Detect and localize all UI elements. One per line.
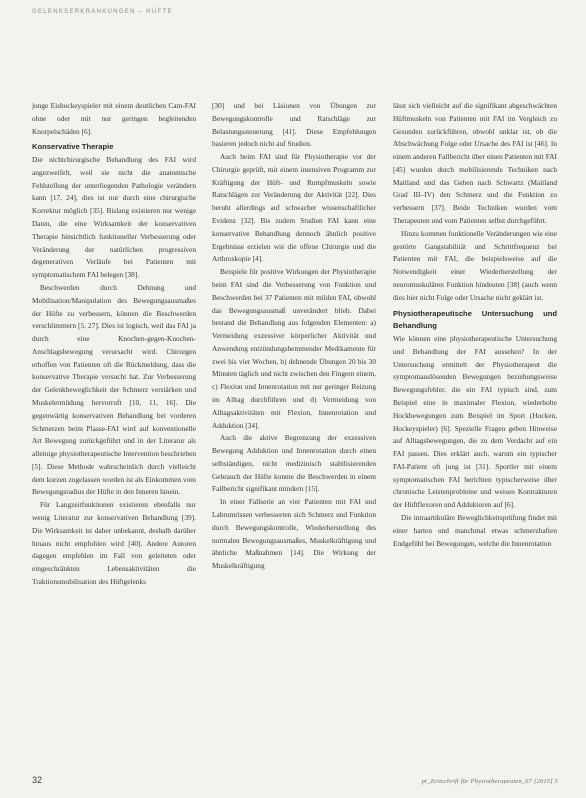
body-paragraph: Auch beim FAI sind für Physiotherapie vor der Chirurgie geprüft, mit einem intensiven Programm zur Kräftigung der Hüft- und Rumpfmuskeln sowie Ratschlägen zur Veränderung der Aktivität [22]. Dies beruht allerdings auf schwacher wissenschaftlicher Evidenz [32]. Bis zudem Studien FAI kann eine konservative Behandlung dennoch ähnlich positive Ergebnisse erzielen wie die offene Chirurgie und die Arthroskopie [4]. bbox=[212, 152, 376, 264]
body-paragraph: Hinzu kommen funktionelle Veränderungen wie eine gestörte Gangstabilität und Schrittfrequenz bei Patienten mit FAI, die beispielsweise auf die Notwendigkeit einer Wiederherstellung der neuromuskulären Funktion hindeuten [38] (auch wenn dies hier nicht Folge oder Ursache nicht geklärt ist. bbox=[393, 228, 557, 302]
body-paragraph: Wie können eine physiotherapeutische Untersuchung und Behandlung der FAI aussehen? In der Untersuchung ermittelt der Physiotherapeut die symptomauslösenden Bewegungen beziehungsweise Bewegungsfehler, die ein FAI typisch sind, zum Beispiel eine in maximaler Flexion, wiederholte Hockbewegungen zum Beispiel im Sport (Hocken, Hockeyspieler) [6]. Spezielle Fragen geben Hinweise auf Alltagsbewegungen, die zu dem Verdacht auf ein FAI passen. Dies erklärt auch, warum ein typischer FAI-Patient oft jung ist [31]. Sportler mit einem symptomatischen FAI berichten typischerweise über chronische Leistenprobleme und weisen Kontrakturen der Hüftflexoren und Adduktoren auf [6]. bbox=[393, 334, 557, 510]
section-heading: Konservative Therapie bbox=[32, 142, 114, 152]
body-paragraph: Für Langzeitfunktionen existieren ebenfalls nur wenig Literatur zur konservativen Behandlung [39]. Die Wirksamkeit ist daher unbekannt, deshalb darüber hinaus nicht empfohlen wird [40]. Andere Autoren dagegen empfehlen im Fall von geleiteten oder eingeschränkten Lebensaktivitäten die Traktionsmobilisation des Hüftgelenks bbox=[32, 500, 196, 586]
text-column-1 bbox=[32, 100, 196, 589]
text-column-3 bbox=[393, 100, 557, 550]
body-paragraph: Auch die aktive Begrenzung der exzessiven Bewegung Adduktion und Innenrotation durch einen selbständigen, nicht medizinisch stabilisierenden Gebrauch der Hüfte konnte die Beschwerden in einem Fallbericht signifikant mindern [15]. bbox=[212, 433, 376, 494]
body-paragraph: Die intraartikuläre Beweglichkeitsprüfung findet mit einer harten und manchmal etwas schmerzhaften Endgefühl bei Bewegungen, welche die Innenrotation bbox=[393, 513, 557, 548]
body-paragraph: Beispiele für positive Wirkungen der Physiotherapie beim FAI sind die Verbesserung von Funktion und Beschwerden bei 37 Patienten mit milden FAI, obwohl das Bewegungsausmaß unverändert blieb. Dabei bestand die Behandlung aus folgenden Elementen: a) Vermeidung exzessiver körperlicher Aktivität und Anwendung entzündungshemmender Medikamente für zwei bis vier Wochen, b) dehnende Übungen 20 bis 30 Minuten täglich und nicht zwischen den Fingern einem, c) Flexion und Innenrotation mit nur geringer Reizung im Alltag durchführen und d) Vermeidung von Alltagsaktivitäten mit Flexion, Innenrotation und Adduktion [34]. bbox=[212, 267, 376, 430]
journal-footer: pt_Zeitschrift für Physiotherapeuten_67 [2015] 5 bbox=[421, 778, 558, 785]
body-paragraph: [30] und bei Läsionen von Übungen zur Bewegungskontrolle und Ratschläge zur Belastungssteuerung [41]. Diese Empfehlungen basieren jedoch nicht auf Studien. bbox=[212, 101, 376, 149]
body-paragraph: lässt sich vielleicht auf die signifikant abgeschwächten Hüftmuskeln von Patienten mit FAI im Vergleich zu Gesunden zurückführen, obwohl unklar ist, ob die Abschwächung Folge oder Ursache des FAI ist [46]. In einem anderen Fallbericht über einen Patienten mit FAI [45] wurden durch mobilisierende Techniken nach Maitland und das Gehen nach Schwartz (Maitland Grad III–IV) den Schmerz und die Funktion zu verbessern [37]. Beide Techniken wurden vom Therapeuten und vom Patienten selbst durchgeführt. bbox=[393, 101, 557, 226]
text-column-2 bbox=[212, 100, 376, 573]
page-number: 32 bbox=[32, 775, 43, 785]
section-heading: Physiotherapeutische Untersuchung und Behandlung bbox=[393, 308, 557, 331]
running-header: GELENKSERKRANKUNGEN – HÜFTE bbox=[32, 9, 173, 15]
body-paragraph: junge Eishockeyspieler mit einem deutlichen Cam-FAI ohne oder mit nur geringen begleitenden Knorpelschäden [6]. bbox=[32, 101, 196, 136]
body-paragraph: Die nichtchirurgische Behandlung des FAI wird angezweifelt, weil sie nicht die anatomische Fehlstellung der unterliegenden Pathologie verändern kann [17, 24], dies ist nur durch eine chirurgische Korrektur möglich [35]. Bislang existieren nur wenige Daten, die eine Wirksamkeit der konservativen Therapie hinsichtlich funktioneller Verbesserung oder Veränderung der natürlichen progressiven degenerativen Verläufe bei Patienten mit symptomatischem FAI belegen [38]. bbox=[32, 155, 196, 280]
body-paragraph: In einer Fallserie an vier Patienten mit FAI und Labrumrissen verbesserten sich Schmerz und Funktion durch Bewegungskontrolle, Wiederherstellung des normalen Bewegungsausmaßes, Muskelkräftigung und ähnliche Maßnahmen [14]. Die Wirkung der Muskelkräftigung bbox=[212, 497, 376, 571]
body-paragraph: Beschwerden durch Dehnung und Mobilisation/Manipulation des Bewegungsausmaßes der Hüfte zu verbessern, können die Beschwerden verschlimmern [5, 27]. Dies ist logisch, weil das FAI ja durch eine Knochen-gegen-Knochen-Anschlagsbewegung verursacht wird. Chirurgen erhoffen von Patienten oft die Rückmeldung, dass die konservative Therapie versucht hat. Zur Verbesserung der Gelenkbeweglichkeit der Schmerz verstärken und Muskelermüdung hervorruft [10, 11, 16]. Die gegenwärtig konservativen Behandlung bei vorderen Schmerzen beim Plasse-FAI wird auf konventionelle Art Bewegung zurückgeführt und in der Literatur als alleinige physiotherapeutische Intervention beschrieben [5]. Diese Methode wahrscheinlich durch vielleicht dem kurzen zugelassen worden ist als Einkommen vom Bewegungsradius der Hüfte in den Inneren hinein. bbox=[32, 282, 196, 497]
